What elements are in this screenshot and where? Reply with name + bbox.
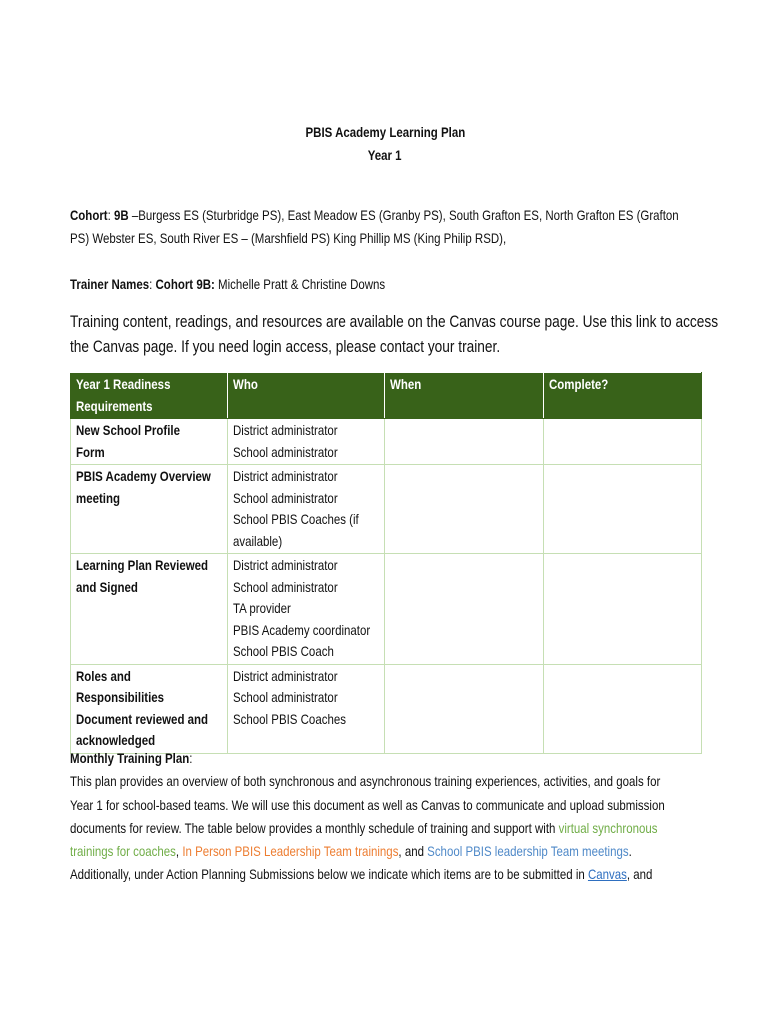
- table-row: [71, 465, 702, 554]
- trainer-names: Michelle Pratt & Christine Downs: [214, 276, 386, 292]
- canvas-note-line-1: Training content, readings, and resources are available on the Canvas course page. Use this link to access: [70, 313, 719, 331]
- table-row: [71, 419, 702, 465]
- cohort-schools: –Burgess ES (Sturbridge PS), East Meadow ES (Granby PS), South Grafton ES, North Grafton ES (Grafton: [128, 207, 679, 223]
- header-when: When: [385, 373, 544, 419]
- team-meetings-text: School PBIS leadership Team meetings: [427, 843, 629, 859]
- complete-cell: [544, 419, 702, 465]
- monthly-heading: Monthly Training Plan:: [70, 750, 193, 766]
- cohort-line-2: PS) Webster ES, South River ES – (Marshfield PS) King Phillip MS (King Philip RSD),: [70, 230, 507, 246]
- table-header-row: [71, 373, 702, 419]
- virtual-trainings-text-cont: trainings for coaches: [70, 843, 176, 859]
- monthly-paragraph-line-3: documents for review. The table below provides a monthly schedule of training and support with virtual synchronous: [70, 820, 658, 836]
- who-cell: District administrator School administrator TA provider PBIS Academy coordinator School PBIS Coach: [228, 554, 385, 665]
- in-person-trainings-text: In Person PBIS Leadership Team trainings: [182, 843, 399, 859]
- complete-cell: [544, 465, 702, 554]
- when-cell: [385, 664, 544, 753]
- cohort-label: Cohort: [70, 207, 108, 223]
- header-requirements: Year 1 Readiness Requirements: [71, 373, 228, 419]
- canvas-link[interactable]: Canvas: [587, 866, 627, 882]
- monthly-paragraph-line-1: This plan provides an overview of both synchronous and asynchronous training experiences, activities, and goals for: [70, 773, 661, 789]
- requirement-cell: New School Profile Form: [71, 419, 228, 465]
- cohort-code: 9B: [114, 207, 129, 223]
- requirement-cell: Learning Plan Reviewed and Signed: [71, 554, 228, 665]
- requirement-cell: PBIS Academy Overview meeting: [71, 465, 228, 554]
- trainer-cohort-label: Cohort 9B:: [155, 276, 215, 292]
- trainer-label: Trainer Names: [70, 276, 150, 292]
- monthly-paragraph-line-5: Additionally, under Action Planning Submissions below we indicate which items are to be submitted in Canvas, and: [70, 866, 653, 882]
- when-cell: [385, 554, 544, 665]
- virtual-trainings-text: virtual synchronous: [558, 820, 658, 836]
- when-cell: [385, 419, 544, 465]
- cohort-line-1: Cohort: 9B –Burgess ES (Sturbridge PS), East Meadow ES (Granby PS), South Grafton ES, North Grafton ES (Grafton: [70, 207, 679, 223]
- document-subtitle: Year 1: [368, 147, 402, 163]
- monthly-paragraph-line-2: Year 1 for school-based teams. We will use this document as well as Canvas to communicate and upload submission: [70, 797, 665, 813]
- table-row: [71, 664, 702, 753]
- trainer-names-line: Trainer Names: Cohort 9B: Michelle Pratt & Christine Downs: [70, 276, 386, 292]
- who-cell: District administrator School administrator School PBIS Coaches (if available): [228, 465, 385, 554]
- who-cell: District administrator School administrator: [228, 419, 385, 465]
- header-complete: Complete?: [544, 373, 702, 419]
- when-cell: [385, 465, 544, 554]
- monthly-paragraph-line-4: trainings for coaches, In Person PBIS Leadership Team trainings, and School PBIS leadership Team meetings.: [70, 843, 632, 859]
- complete-cell: [544, 664, 702, 753]
- complete-cell: [544, 554, 702, 665]
- who-cell: District administrator School administrator School PBIS Coaches: [228, 664, 385, 753]
- document-title: PBIS Academy Learning Plan: [305, 124, 465, 140]
- header-who: Who: [228, 373, 385, 419]
- table-row: [71, 554, 702, 665]
- canvas-note-line-2: the Canvas page. If you need login access, please contact your trainer.: [70, 338, 501, 356]
- requirement-cell: Roles and Responsibilities Document reviewed and acknowledged: [71, 664, 228, 753]
- readiness-table: [70, 372, 702, 754]
